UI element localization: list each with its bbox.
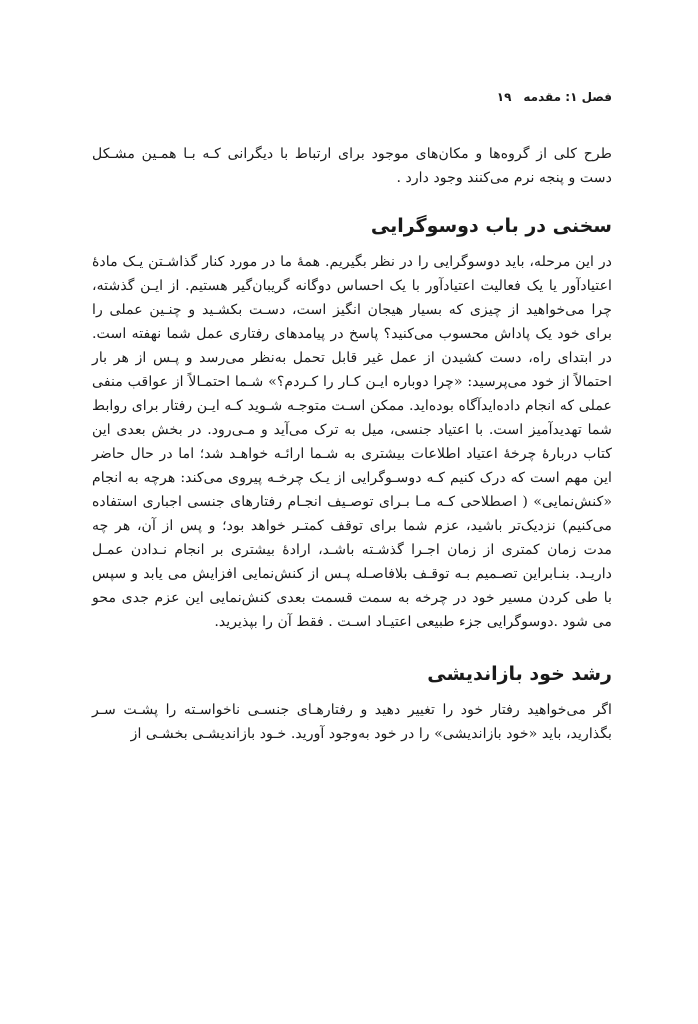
chapter-title: فصل ۱: مقدمه — [523, 90, 612, 104]
self-reflection-paragraph: اگر می‌خواهید رفتار خود را تغییر دهید و رفتارهـای جنسـی ناخواسـته را پشـت سـر بگذارید، باید «خود بازاندیشی» را در خود به‌وجود آورید. خـود بازاندیشـی بخشـی از — [92, 702, 612, 742]
running-header — [92, 86, 612, 108]
book-page — [92, 86, 612, 746]
ambivalence-paragraph: در این مرحله، باید دوسوگرایی را در نظر بگیریم. همهٔ ما در مورد کنار گذاشـتن یـک مادهٔ اعتیادآور یا یک فعالیت اعتیادآور با یک احساس دوگانه گریبان‌گیر هستیم. از ایـن گذشته، چرا می‌خواهید از چیزی که بسیار هیجان انگیز است، دسـت بکشـید و چنـین عملی را برای خود یک پاداش محسوب می‌کنید؟ پاسخ در پیامدهای رفتاری عمل شما نهفته است. در ابتدای راه، دست کشیدن از عمل غیر قابل تحمل به‌نظر می‌رسد و پـس از هر بار احتمالاً از خود می‌پرسید: «چرا دوباره ایـن کـار را کـردم؟» شـما احتمـالاً از عواقب منفی عملی که انجام داده‌اید‌آگاه بوده‌اید. ممکن اسـت متوجـه شـوید کـه ایـن رفتار برای روابط شما تهدیدآمیز است. با اعتیاد جنسی، میل به ترک می‌آید و مـی‌رود. در بخش بعدی این کتاب دربارهٔ چرخهٔ اعتیاد اطلاعات بیشتری به شـما ارائـه خواهـد شد؛ اما در حال حاضر این مهم است که درک کنیم کـه دوسـوگرایی از یـک چرخـه پیروی می‌کند: هرچه به انجام «کنش‌نمایی» ( اصطلاحی کـه مـا بـرای توصـیف انجـام رفتارهای جنسی اجباری استفاده می‌کنیم) نزدیک‌تر باشید، عزم شما برای توقف کمتـر خواهد بود؛ و پس از آن، هر چه مدت زمان کمتری از زمان اجـرا گذشـته باشـد، ارادهٔ بیشتری بر انجام نـدادن عمـل داریـد. بنـابراین تصـمیم بـه توقـف بلافاصـله پـس از کنش‌نمایی افزایش می یابد و سپس با طی کردن مسیر خود در چرخه به سمت قسمت بعدی کنش‌نمایی این عزم جدی محو می شود .دوسوگرایی جزء طبیعی اعتیـاد اسـت . فقط آن را بپذیرید. — [92, 254, 612, 630]
page-number: ۱۹ — [496, 90, 512, 104]
intro-paragraph: طرح کلی از گروه‌ها و مکان‌های موجود برای ارتباط با دیگرانی کـه بـا همـین مشـکل دست و پنجه نرم می‌کنند وجود دارد . — [92, 146, 612, 186]
section-heading-ambivalence: سخنی در باب دوسوگرایی — [370, 215, 612, 237]
section-heading-self-reflection: رشد خود بازاندیشی — [427, 663, 612, 685]
